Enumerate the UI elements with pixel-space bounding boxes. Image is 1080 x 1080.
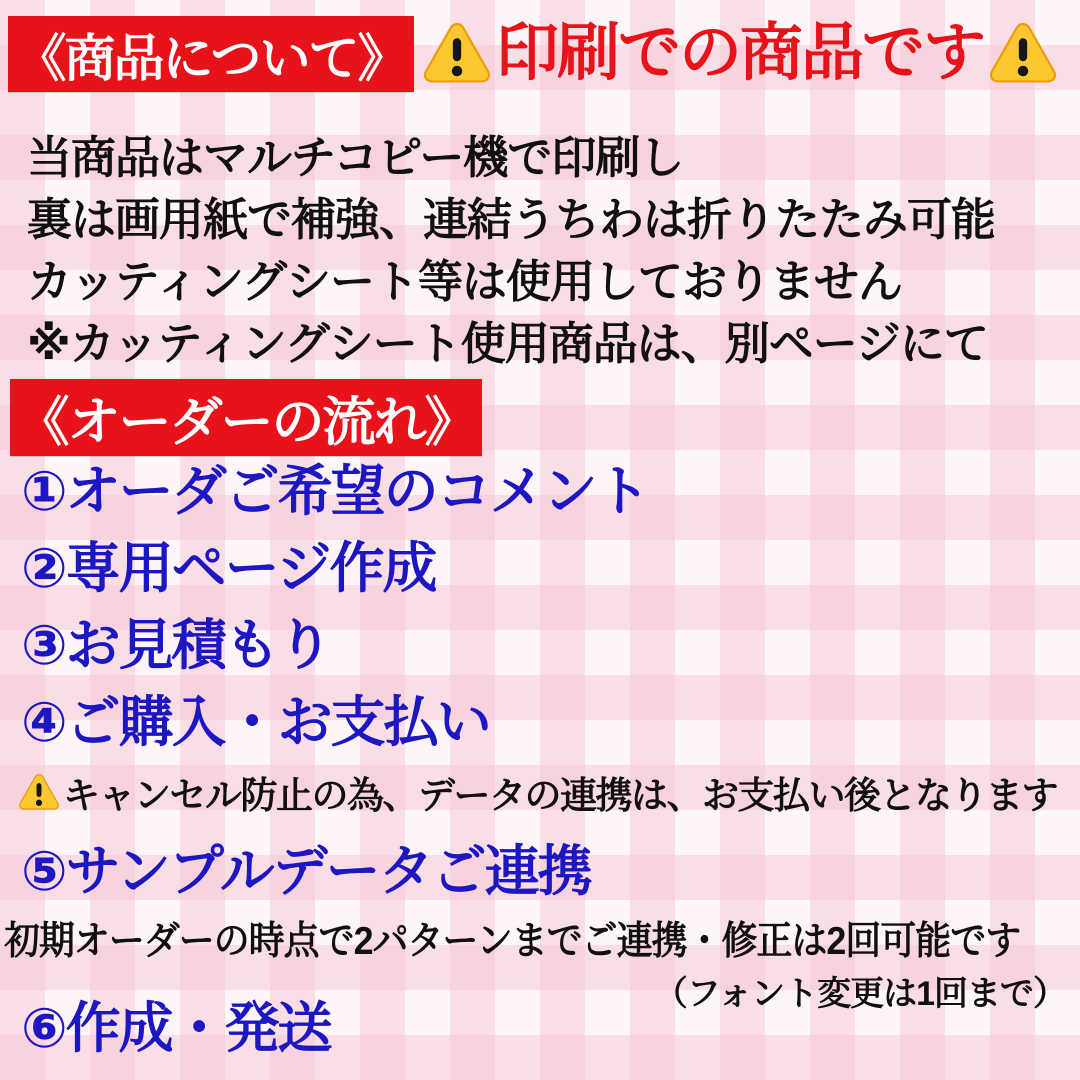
step-label: オーダご希望のコメント — [65, 460, 649, 522]
about-banner-label: 《商品について》 — [15, 30, 407, 87]
step-label: 作成・発送 — [65, 997, 331, 1059]
cancel-warning-note — [18, 765, 1057, 819]
order-step-3 — [21, 614, 649, 676]
headline-text: 印刷での商品です — [496, 17, 984, 88]
order-step-2 — [21, 537, 649, 599]
about-text-block — [27, 127, 995, 375]
step-number: ⑥ — [21, 997, 66, 1059]
warning-triangle-icon — [988, 18, 1058, 88]
order-step-6 — [21, 997, 331, 1059]
step-label: ご購入・お支払い — [65, 691, 490, 753]
about-banner — [8, 16, 414, 92]
order-step-5 — [21, 840, 591, 902]
font-change-note: （フォント変更は1回まで） — [653, 975, 1066, 1013]
order-flow-steps — [21, 460, 649, 753]
about-line: 裏は画用紙で補強、連結うちわは折りたたみ可能 — [27, 194, 996, 245]
print-product-headline — [422, 12, 1058, 94]
about-line: カッティングシート等は使用しておりません — [27, 256, 903, 307]
step-number: ② — [21, 537, 66, 599]
order-flow-banner-label: 《オーダーの流れ》 — [16, 392, 476, 452]
step-number: ⑤ — [21, 840, 66, 902]
step-label: お見積もり — [65, 614, 331, 676]
order-flow-banner — [10, 379, 482, 456]
cancel-note-text: キャンセル防止の為、データの連携は、お支払い後となります — [63, 775, 1057, 816]
about-line: ※カッティングシート使用商品は、別ページにて — [27, 318, 988, 369]
step-label: サンプルデータご連携 — [65, 840, 591, 902]
step-label: 専用ページ作成 — [65, 537, 436, 599]
warning-triangle-icon — [422, 18, 492, 88]
order-step-1 — [21, 460, 649, 522]
step-number: ③ — [21, 614, 66, 676]
sample-data-note: 初期オーダーの時点で2パターンまでご連携・修正は2回可能です — [4, 920, 1021, 963]
warning-triangle-icon — [18, 771, 60, 813]
order-step-4 — [21, 691, 649, 753]
step-number: ① — [21, 460, 66, 522]
step-number: ④ — [21, 691, 66, 753]
about-line: 当商品はマルチコピー機で印刷し — [27, 132, 684, 183]
